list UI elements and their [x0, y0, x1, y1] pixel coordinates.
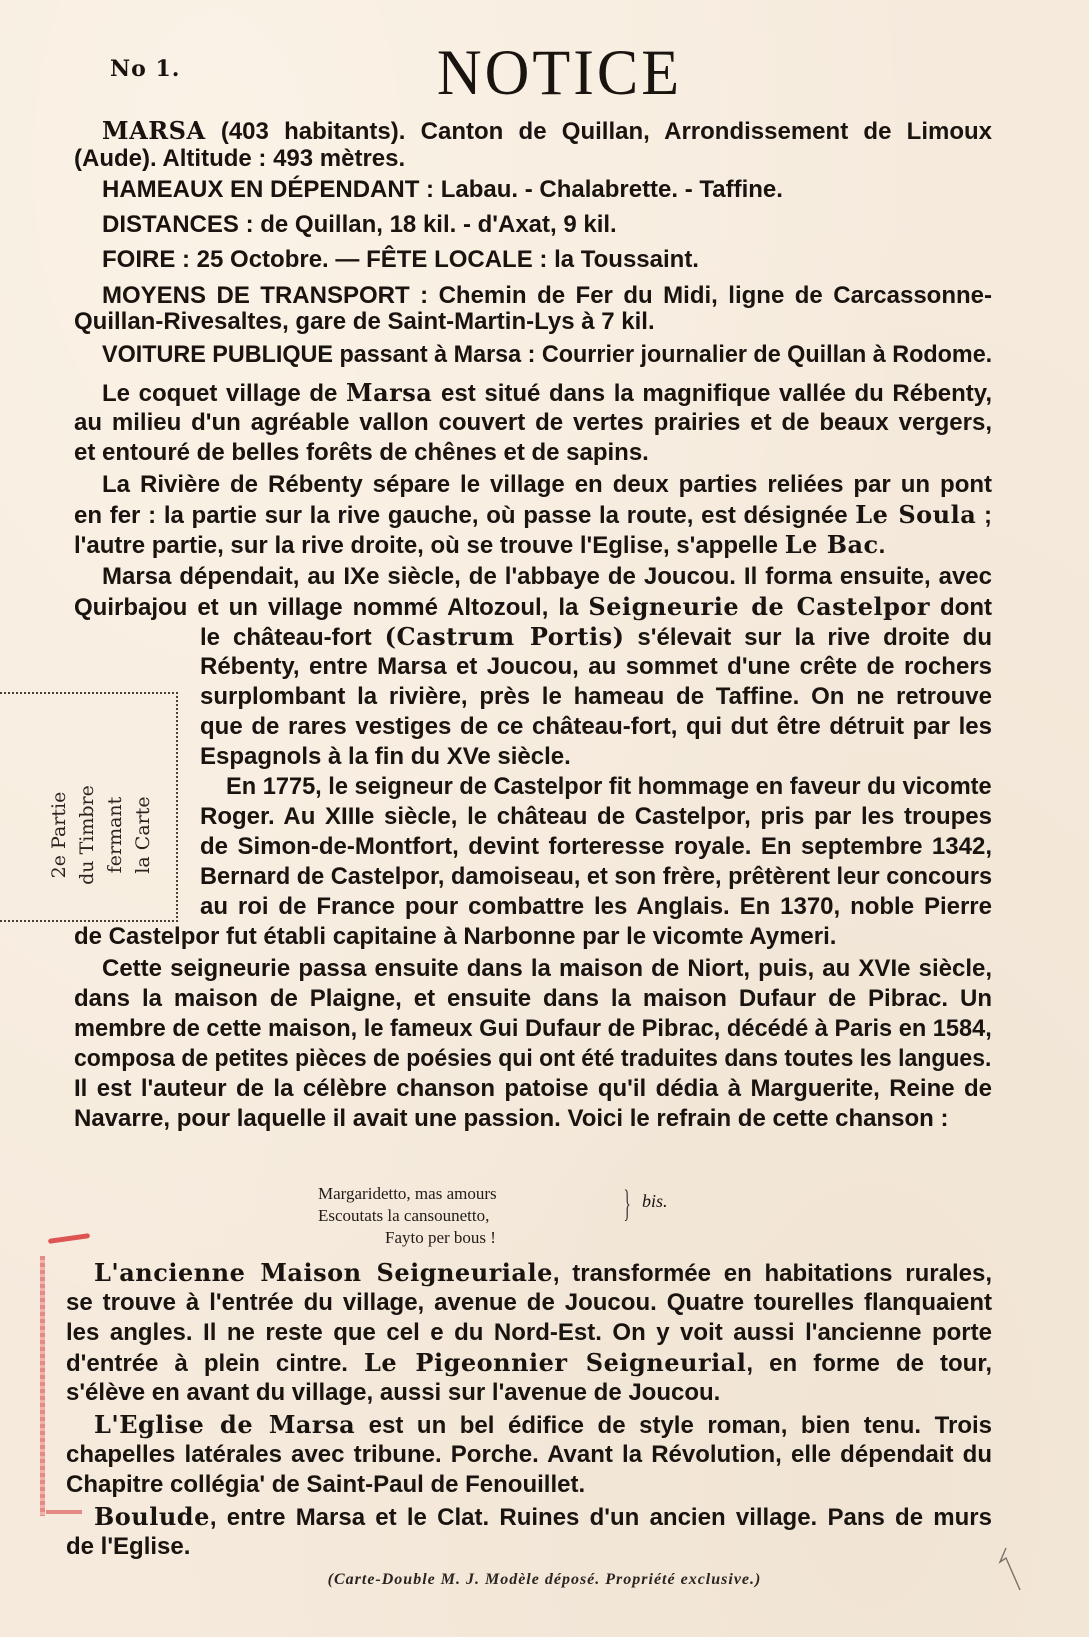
paragraph-line: que de rares vestiges de ce château-fort, qui dut être détruit par les [200, 713, 992, 740]
paragraph-line: Boulude, entre Marsa et le Clat. Ruines d'un ancien village. Pans de murs [94, 1502, 992, 1531]
stamp-label: 2e Partie du Timbre fermant la Carte [48, 785, 154, 885]
info-line-altitude: (Aude). Altitude : 493 mètres. [74, 145, 406, 172]
paragraph-line: Chapitre collégia' de Saint-Paul de Fenouillet. [66, 1471, 586, 1498]
paragraph-line: Marsa dépendait, au IXe siècle, de l'abbaye de Joucou. Il forma ensuite, avec [102, 563, 992, 590]
info-transport: MOYENS DE TRANSPORT : Chemin de Fer du Midi, ligne de Carcassonne- [102, 282, 992, 309]
paragraph-line: de Castelpor fut établi capitaine à Narbonne par le vicomte Aymeri. [74, 923, 837, 950]
card-number: No 1. [110, 56, 181, 82]
paragraph-line: le château-fort (Castrum Portis) s'élevait sur la rive droite du [200, 622, 993, 651]
paragraph-line: L'Eglise de Marsa est un bel édifice de style roman, bien tenu. Trois [94, 1410, 992, 1439]
brace-mark: } [623, 1183, 631, 1225]
paragraph-line: Navarre, pour laquelle il avait une passion. Voici le refrain de cette chanson : [74, 1105, 949, 1132]
info-line-marsa: MARSA (403 habitants). Canton de Quillan, Arrondissement de Limoux [102, 116, 992, 145]
info-hameaux: HAMEAUX EN DÉPENDANT : Labau. - Chalabrette. - Taffine. [102, 176, 783, 203]
red-pencil-mark [46, 1510, 82, 1514]
page-title: NOTICE [436, 37, 683, 109]
paragraph-line: de l'Eglise. [66, 1533, 191, 1560]
paragraph-line: composa de petites pièces de poésies qui ont été traduites dans toutes les langues. [74, 1045, 992, 1072]
verse-line: Escoutats la cansounetto, [318, 1206, 490, 1225]
info-foire: FOIRE : 25 Octobre. — FÊTE LOCALE : la Toussaint. [102, 246, 699, 273]
paragraph-line: La Rivière de Rébenty sépare le village en deux parties reliées par un pont [102, 471, 992, 498]
paragraph-line: surplombant la rivière, près le hameau de Taffine. On ne retrouve [200, 683, 992, 710]
info-transport-line2: Quillan-Rivesaltes, gare de Saint-Martin-Lys à 7 kil. [74, 308, 655, 335]
paragraph-line: Roger. Au XIIIe siècle, le château de Castelpor, pris par les troupes [200, 803, 992, 830]
paragraph-line: membre de cette maison, le fameux Gui Dufaur de Pibrac, décédé à Paris en 1584, [74, 1015, 992, 1042]
footer-note: (Carte-Double M. J. Modèle déposé. Propriété exclusive.) [327, 1571, 762, 1588]
paragraph-line: et entouré de belles forêts de chênes et de sapins. [74, 439, 649, 466]
paragraph-line: s'élève en avant du village, aussi sur l'avenue de Joucou. [66, 1379, 721, 1406]
paragraph-line: En 1775, le seigneur de Castelpor fit hommage en faveur du vicomte [226, 773, 992, 800]
paragraph-line: en fer : la partie sur la rive gauche, où passe la route, est désignée Le Soula ; [74, 500, 993, 529]
paragraph-line: L'ancienne Maison Seigneuriale, transformée en habitations rurales, [94, 1258, 992, 1287]
red-pencil-mark [40, 1256, 45, 1516]
paragraph-line: de Simon-de-Montfort, devint forteresse royale. En septembre 1342, [200, 833, 992, 860]
info-voiture: VOITURE PUBLIQUE passant à Marsa : Courrier journalier de Quillan à Rodome. [102, 341, 993, 368]
verse-line: Margaridetto, mas amours [318, 1184, 497, 1203]
paragraph-line: Espagnols à la fin du XVe siècle. [200, 743, 571, 770]
paragraph-line: au roi de France pour combattre les Anglais. En 1370, noble Pierre [200, 893, 992, 920]
paragraph-line: Bernard de Castelpor, damoiseau, et son frère, prêtèrent leur concours [200, 863, 993, 890]
paragraph-line: l'autre partie, sur la rive droite, où se trouve l'Eglise, s'appelle Le Bac. [74, 530, 886, 559]
paragraph-line: les angles. Il ne reste que cel e du Nord-Est. On y voit aussi l'ancienne porte [66, 1319, 992, 1346]
paragraph-line: dans la maison de Plaigne, et ensuite dans la maison Dufaur de Pibrac. Un [74, 985, 992, 1012]
paragraph-line: Le coquet village de Marsa est situé dans la magnifique vallée du Rébenty, [102, 378, 992, 407]
paragraph-line: au milieu d'un agréable vallon couvert de vertes prairies et de beaux vergers, [74, 409, 992, 436]
paragraph-line: Cette seigneurie passa ensuite dans la maison de Niort, puis, au XVIe siècle, [102, 955, 992, 982]
paragraph-line: chapelles latérales avec tribune. Porche. Avant la Révolution, elle dépendait du [66, 1441, 992, 1468]
paragraph-line: d'entrée à plein cintre. Le Pigeonnier Seigneurial, en forme de tour, [66, 1348, 992, 1377]
verse-line: Fayto per bous ! [385, 1228, 496, 1247]
paragraph-line: Il est l'auteur de la célèbre chanson patoise qu'il dédia à Marguerite, Reine de [74, 1075, 992, 1102]
info-distances: DISTANCES : de Quillan, 18 kil. - d'Axat, 9 kil. [102, 211, 617, 238]
paragraph-line: Quirbajou et un village nommé Altozoul, la Seigneurie de Castelpor dont [74, 592, 993, 621]
paragraph-line: Rébenty, entre Marsa et Joucou, au sommet d'une crête de rochers [200, 653, 992, 680]
red-pencil-mark [48, 1233, 90, 1244]
verse-bis: bis. [642, 1191, 668, 1211]
paragraph-line: se trouve à l'entrée du village, avenue de Joucou. Quatre tourelles flanquaient [66, 1289, 992, 1316]
